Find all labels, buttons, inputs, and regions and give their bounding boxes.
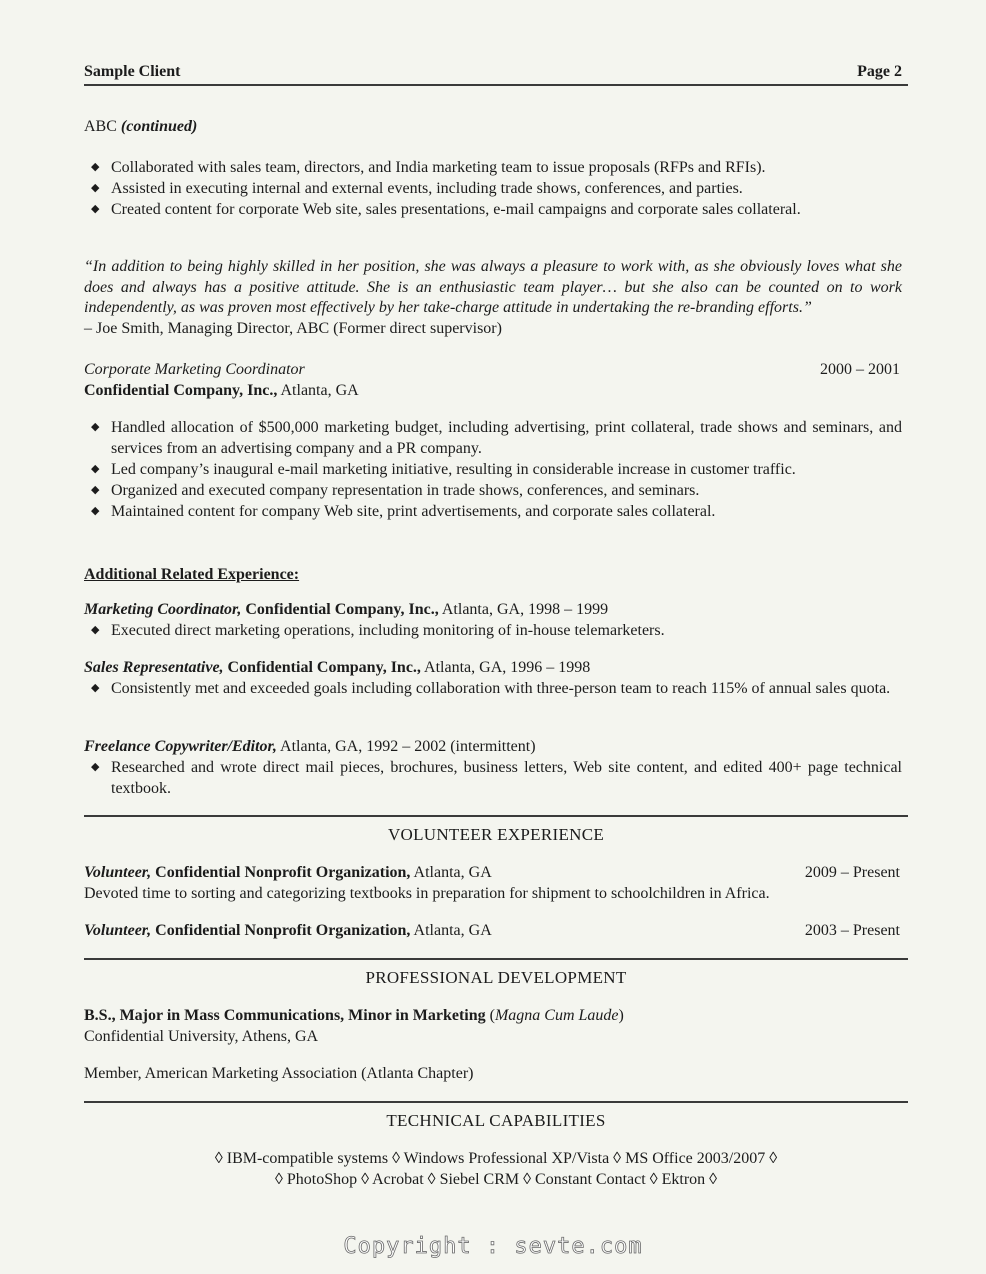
list-item: ◆ Executed direct marketing operations, including monitoring of in-house telemarketers. [91,622,665,639]
list-item: ◆ Collaborated with sales team, directors, and India marketing team to issue proposals (RFPs and RFIs). [91,159,766,176]
testimonial-attribution: – Joe Smith, Managing Director, ABC (Former direct supervisor) [84,320,502,337]
additional-job-title: Freelance Copywriter/Editor, Atlanta, GA, 1992 – 2002 (intermittent) [84,738,536,755]
bullet-icon: ◆ [91,624,100,636]
bullet-icon: ◆ [91,484,100,496]
development-heading: PROFESSIONAL DEVELOPMENT [365,968,627,987]
technical-line-2: ◊ PhotoShop ◊ Acrobat ◊ Siebel CRM ◊ Constant Contact ◊ Ektron ◊ [274,1171,718,1188]
coordinator-title-row [84,359,900,380]
technical-heading: TECHNICAL CAPABILITIES [386,1111,606,1130]
header-rule [84,84,908,86]
additional-job-bullets [84,620,902,641]
testimonial-quote: “In addition to being highly skilled in her position, she was always a pleasure to work with, as she obviously loves what she does and always has a positive attitude. She is an enthusiastic team player… but she also can be counted on to work independently, as was proven most effectively by her take-charge attitude in undertaking the re-branding efforts.” [84,258,902,316]
technical-line-1: ◊ IBM-compatible systems ◊ Windows Professional XP/Vista ◊ MS Office 2003/2007 ◊ [214,1150,778,1167]
bullet-icon: ◆ [91,761,100,773]
section-rule [84,815,908,817]
list-item: ◆ Consistently met and exceeded goals including collaboration with three-person team to reach 115% of annual sales quota. [91,680,891,697]
client-name: Sample Client [84,63,181,80]
bullet-icon: ◆ [91,463,100,475]
page-header [84,61,902,82]
copyright-watermark: Copyright : sevte.com [343,1234,643,1259]
abc-heading [84,116,902,137]
abc-company: ABC [84,118,117,135]
additional-heading: Additional Related Experience: [84,566,300,583]
school: Confidential University, Athens, GA [84,1028,319,1045]
volunteer-dates: 2009 – Present [804,864,900,881]
volunteer-heading: VOLUNTEER EXPERIENCE [387,825,605,844]
volunteer-dates: 2003 – Present [804,922,900,939]
list-item: ◆ Created content for corporate Web site, sales presentations, e-mail campaigns and corporate sales collateral. [91,201,801,218]
section-rule [84,958,908,960]
bullet-icon: ◆ [91,505,100,517]
volunteer-entry: Volunteer, Confidential Nonprofit Organization, Atlanta, GA 2009 – Present [84,864,900,881]
additional-job-title: Sales Representative, Confidential Company, Inc., Atlanta, GA, 1996 – 1998 [84,659,591,676]
degree: B.S., Major in Mass Communications, Minor in Marketing [84,1007,486,1024]
page-number: Page 2 [857,63,902,80]
bullet-icon: ◆ [91,161,100,173]
coordinator-dates: 2000 – 2001 [820,361,900,378]
list-item: ◆ Led company’s inaugural e-mail marketing initiative, resulting in considerable increase in customer traffic. [91,461,796,478]
volunteer-description: Devoted time to sorting and categorizing textbooks in preparation for shipment to schoolchildren in Africa. [84,885,770,902]
section-rule [84,1101,908,1103]
list-item: ◆ Organized and executed company representation in trade shows, conferences, and seminars. [91,482,700,499]
membership: Member, American Marketing Association (Atlanta Chapter) [84,1065,474,1082]
coordinator-title: Corporate Marketing Coordinator [84,361,305,378]
bullet-icon: ◆ [91,203,100,215]
additional-job-title: Marketing Coordinator, Confidential Company, Inc., Atlanta, GA, 1998 – 1999 [84,601,609,618]
bullet-icon: ◆ [91,421,100,433]
list-item: ◆ Assisted in executing internal and external events, including trade shows, conferences, and parties. [91,180,743,197]
abc-bullets [84,157,902,220]
honor: Magna Cum Laude [494,1007,619,1024]
abc-continued: (continued) [120,118,198,135]
bullet-icon: ◆ [91,682,100,694]
coordinator-company-row [84,380,902,401]
list-item: ◆ Maintained content for company Web site, print advertisements, and corporate sales collateral. [91,503,716,520]
list-item: ◆ Handled allocation of $500,000 marketing budget, including advertising, print collateral, trade shows and seminars, and services from an advertising company and a PR company. [91,419,902,457]
bullet-icon: ◆ [91,182,100,194]
volunteer-entry: Volunteer, Confidential Nonprofit Organization, Atlanta, GA 2003 – Present [84,922,900,939]
list-item: ◆ Researched and wrote direct mail pieces, brochures, business letters, Web site content, and edited 400+ page technical textbook. [91,759,902,797]
additional-job-bullets [84,757,902,799]
coordinator-bullets [84,417,902,522]
additional-job-bullets [84,678,902,699]
degree-line: B.S., Major in Mass Communications, Minor in Marketing (Magna Cum Laude) [84,1007,624,1024]
coordinator-company: Confidential Company, Inc., [84,382,278,399]
coordinator-location: Atlanta, GA [280,382,359,399]
